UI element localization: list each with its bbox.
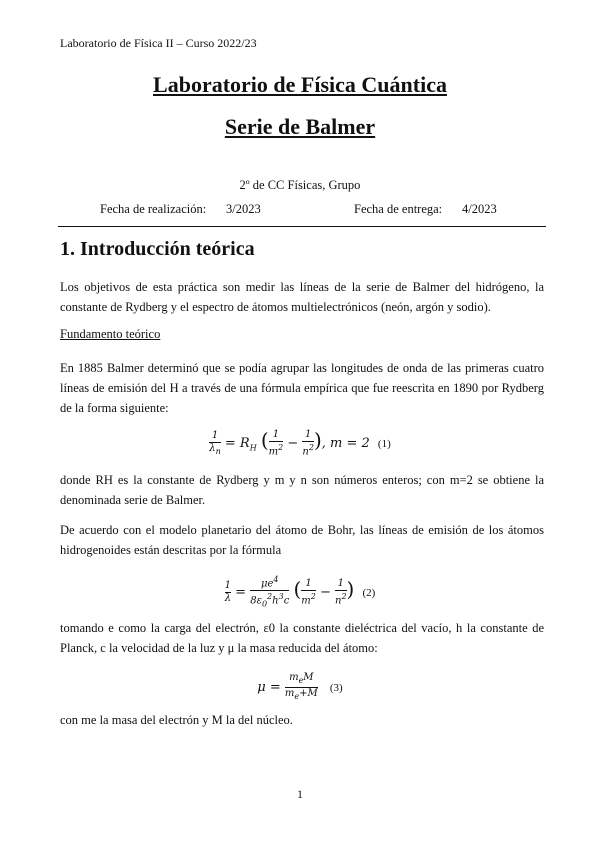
after-eq1-paragraph: donde RH es la constante de Rydberg y m y n son números enteros; con m=2 se obtiene la denominada serie de Balmer. (60, 473, 544, 507)
final-line: con me la masa del electrón y M la del núcleo. (60, 713, 293, 727)
intro-paragraph: Los objetivos de esta práctica son medir las líneas de la serie de Balmer del hidrógeno, la constante de Rydberg y el espectro de átomos multielectrónicos (neón, argón y sodio). (60, 280, 544, 314)
equation-3: μ = $\frac{m_eM}{m_e+M}$ (3) (257, 672, 343, 701)
realization-date-label: Fecha de realización: (100, 202, 207, 216)
equation-3-number: (3) (329, 682, 343, 694)
section-heading: 1. Introducción teórica (60, 238, 255, 260)
equation-2: $\frac{1}{\lambda}$ = $\frac{\mu e^4}{8\varepsilon_0^2h^3c}$ ( $\frac{1}{m^2}$ − $\frac{1}{n^2}$ ) (2) (224, 575, 376, 609)
after-eq2-paragraph: tomando e como la carga del electrón, ε0 la constante dieléctrica del vacío, h la constante de Planck, c la velocidad de la luz y μ la masa reducida del átomo: (60, 621, 544, 655)
equation-2-number: (2) (362, 586, 376, 599)
document-title: Laboratorio de Física Cuántica (153, 72, 447, 97)
group-line: 2º de CC Físicas, Grupo (239, 178, 361, 192)
bohr-paragraph: De acuerdo con el modelo planetario del átomo de Bohr, las líneas de emisión de los átomos hidrogenoides están descritas por la fórmula (60, 523, 544, 557)
equation-1-number: (1) (377, 438, 391, 450)
header-divider (58, 226, 546, 227)
balmer-paragraph: En 1885 Balmer determinó que se podía agrupar las longitudes de onda de las primeras cuatro líneas de emisión del H a través de una fórmula empírica que fue reescrita en 1890 por Rydberg de la forma siguiente: (60, 361, 544, 415)
delivery-date-value: 4/2023 (462, 202, 497, 216)
document-subtitle: Serie de Balmer (224, 114, 376, 139)
equation-1: $\frac{1}{\lambda_n}$ = $R_H$ ( $\frac{1}{m^2}$ − $\frac{1}{n^2}$ ), m = 2 (1) (209, 428, 391, 458)
realization-date-value: 3/2023 (226, 202, 261, 216)
running-header: Laboratorio de Física II – Curso 2022/23 (60, 36, 257, 50)
subheading: Fundamento teórico (60, 327, 161, 341)
page-number: 1 (297, 787, 303, 801)
delivery-date-label: Fecha de entrega: (354, 202, 443, 216)
